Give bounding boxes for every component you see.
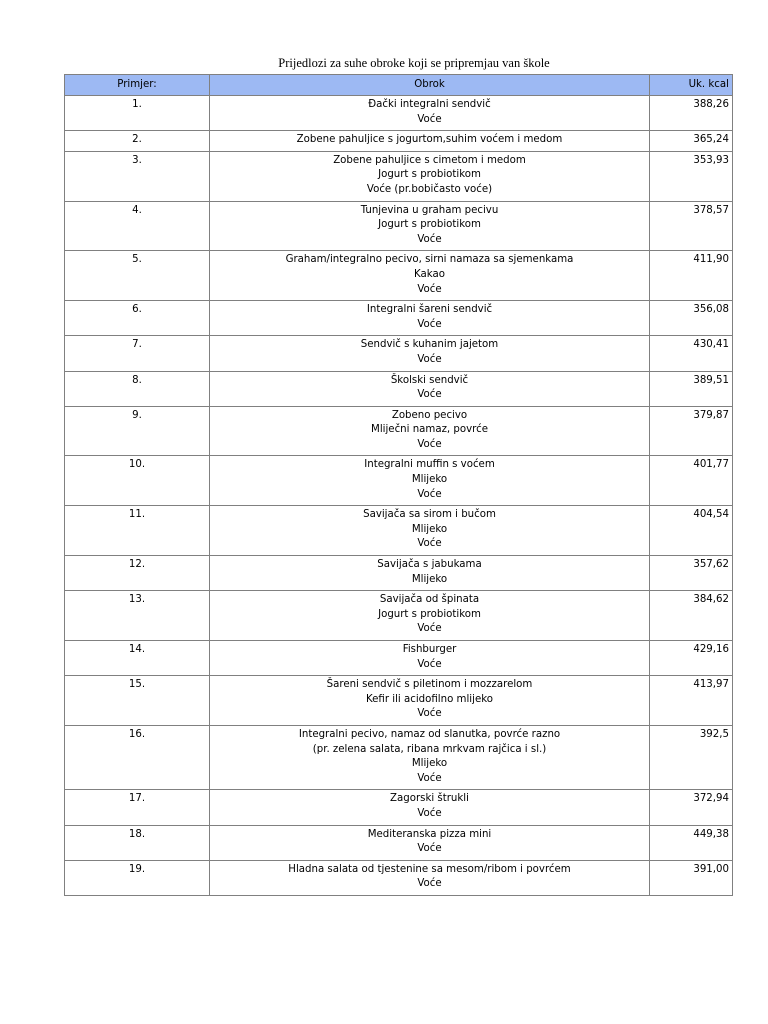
meal-item: Voće: [417, 113, 442, 125]
meal-item: Voće: [417, 708, 442, 720]
meal-cell: [210, 506, 650, 556]
meal-cell: [210, 860, 650, 895]
table-row: [65, 591, 733, 641]
kcal-value: 429,16: [650, 641, 733, 676]
meal-cell: [210, 790, 650, 825]
table-row: [65, 251, 733, 301]
meal-item: Voće: [417, 233, 442, 245]
meal-item: Školski sendvič: [390, 374, 469, 386]
column-header-meal: Obrok: [210, 75, 650, 96]
meal-item: Jogurt s probiotikom: [378, 608, 481, 620]
meal-item: Tunjevina u graham pecivu: [360, 204, 499, 216]
meal-cell: [210, 96, 650, 131]
meal-item: Mediteranska pizza mini: [367, 828, 492, 840]
meal-item: Hladna salata od tjestenine sa mesom/ribom i povrćem: [288, 863, 571, 875]
meal-cell: [210, 131, 650, 152]
row-number: 9.: [65, 406, 210, 456]
table-body: [65, 96, 733, 896]
meal-item: Kefir ili acidofilno mlijeko: [365, 693, 493, 705]
kcal-value: 413,97: [650, 676, 733, 726]
row-number: 15.: [65, 676, 210, 726]
meal-item: Savijača s jabukama: [377, 559, 482, 571]
meal-item: Zagorski štrukli: [390, 793, 469, 805]
row-number: 7.: [65, 336, 210, 371]
kcal-value: 357,62: [650, 556, 733, 591]
meal-item: Voće (pr.bobičasto voće): [366, 183, 493, 195]
row-number: 2.: [65, 131, 210, 152]
meal-cell: [210, 591, 650, 641]
table-row: [65, 556, 733, 591]
meal-cell: [210, 371, 650, 406]
meal-item: Šareni sendvič s piletinom i mozzarelom: [326, 679, 533, 691]
kcal-value: 356,08: [650, 301, 733, 336]
meal-cell: [210, 725, 650, 789]
meal-item: Voće: [417, 318, 442, 330]
kcal-value: 430,41: [650, 336, 733, 371]
meal-item: Voće: [417, 353, 442, 365]
row-number: 18.: [65, 825, 210, 860]
kcal-value: 389,51: [650, 371, 733, 406]
table-row: [65, 641, 733, 676]
row-number: 3.: [65, 151, 210, 201]
kcal-value: 392,5: [650, 725, 733, 789]
table-row: [65, 825, 733, 860]
table-row: [65, 456, 733, 506]
kcal-value: 391,00: [650, 860, 733, 895]
row-number: 6.: [65, 301, 210, 336]
table-row: [65, 725, 733, 789]
meal-cell: [210, 825, 650, 860]
meal-item: (pr. zelena salata, ribana mrkvam rajčica i sl.): [312, 743, 547, 755]
row-number: 10.: [65, 456, 210, 506]
column-header-kcal: Uk. kcal: [650, 75, 733, 96]
kcal-value: 388,26: [650, 96, 733, 131]
meal-item: Jogurt s probiotikom: [378, 219, 481, 231]
meal-item: Voće: [417, 488, 442, 500]
meal-item: Mlijeko: [411, 573, 448, 585]
meal-item: Integralni šareni sendvič: [366, 304, 493, 316]
table-row: [65, 506, 733, 556]
kcal-value: 401,77: [650, 456, 733, 506]
table-row: [65, 131, 733, 152]
table-row: [65, 151, 733, 201]
row-number: 12.: [65, 556, 210, 591]
row-number: 5.: [65, 251, 210, 301]
meal-item: Voće: [417, 623, 442, 635]
meal-item: Voće: [417, 843, 442, 855]
table-row: [65, 336, 733, 371]
meal-item: Graham/integralno pecivo, sirni namaza sa sjemenkama: [285, 254, 574, 266]
meal-cell: [210, 201, 650, 251]
row-number: 8.: [65, 371, 210, 406]
meal-item: Integralni muffin s voćem: [364, 459, 495, 471]
meal-item: Voće: [417, 658, 442, 670]
meal-cell: [210, 301, 650, 336]
table-row: [65, 860, 733, 895]
kcal-value: 404,54: [650, 506, 733, 556]
meal-item: Voće: [417, 538, 442, 550]
table-row: [65, 301, 733, 336]
table-row: [65, 96, 733, 131]
meal-item: Fishburger: [402, 644, 457, 655]
meal-cell: [210, 336, 650, 371]
meal-item: Mliječni namaz, povrće: [371, 424, 488, 436]
meal-item: Mlijeko: [411, 523, 448, 535]
meals-table: [64, 74, 733, 896]
meal-item: Voće: [417, 878, 442, 890]
kcal-value: 353,93: [650, 151, 733, 201]
meal-cell: [210, 556, 650, 591]
meal-item: Mlijeko: [411, 474, 448, 486]
meal-item: Voće: [417, 438, 442, 450]
meal-item: Mlijeko: [411, 758, 448, 770]
meal-item: Voće: [417, 389, 442, 401]
row-number: 1.: [65, 96, 210, 131]
meal-cell: [210, 456, 650, 506]
kcal-value: 372,94: [650, 790, 733, 825]
row-number: 16.: [65, 725, 210, 789]
kcal-value: 379,87: [650, 406, 733, 456]
meal-item: Voće: [417, 283, 442, 295]
row-number: 14.: [65, 641, 210, 676]
column-header-example: Primjer:: [65, 75, 210, 96]
meal-item: Zobeno pecivo: [391, 409, 468, 421]
table-row: [65, 371, 733, 406]
row-number: 4.: [65, 201, 210, 251]
meal-item: Jogurt s probiotikom: [378, 169, 481, 181]
kcal-value: 384,62: [650, 591, 733, 641]
meal-item: Kakao: [414, 268, 445, 280]
meal-item: Voće: [417, 807, 442, 819]
meal-item: Savijača sa sirom i bučom: [363, 509, 496, 521]
meal-item: Savijača od špinata: [379, 594, 480, 606]
meal-cell: [210, 151, 650, 201]
meal-item: Đački integralni sendvič: [368, 99, 491, 110]
meal-cell: [210, 676, 650, 726]
row-number: 13.: [65, 591, 210, 641]
kcal-value: 365,24: [650, 131, 733, 152]
meal-item: Sendvič s kuhanim jajetom: [360, 339, 499, 351]
table-row: [65, 406, 733, 456]
row-number: 17.: [65, 790, 210, 825]
meal-cell: [210, 406, 650, 456]
kcal-value: 449,38: [650, 825, 733, 860]
table-header-row: [65, 75, 733, 96]
table-row: [65, 676, 733, 726]
row-number: 19.: [65, 860, 210, 895]
meal-item: Zobene pahuljice s cimetom i medom: [333, 154, 526, 166]
table-row: [65, 790, 733, 825]
meal-item: Zobene pahuljice s jogurtom,suhim voćem i medom: [296, 134, 563, 146]
table-row: [65, 201, 733, 251]
row-number: 11.: [65, 506, 210, 556]
kcal-value: 411,90: [650, 251, 733, 301]
meal-item: Voće: [417, 772, 442, 784]
page-title: Prijedlozi za suhe obroke koji se pripremjau van škole: [278, 56, 550, 70]
kcal-value: 378,57: [650, 201, 733, 251]
meal-item: Integralni pecivo, namaz od slanutka, povrće razno: [298, 728, 561, 740]
meal-cell: [210, 641, 650, 676]
meal-cell: [210, 251, 650, 301]
